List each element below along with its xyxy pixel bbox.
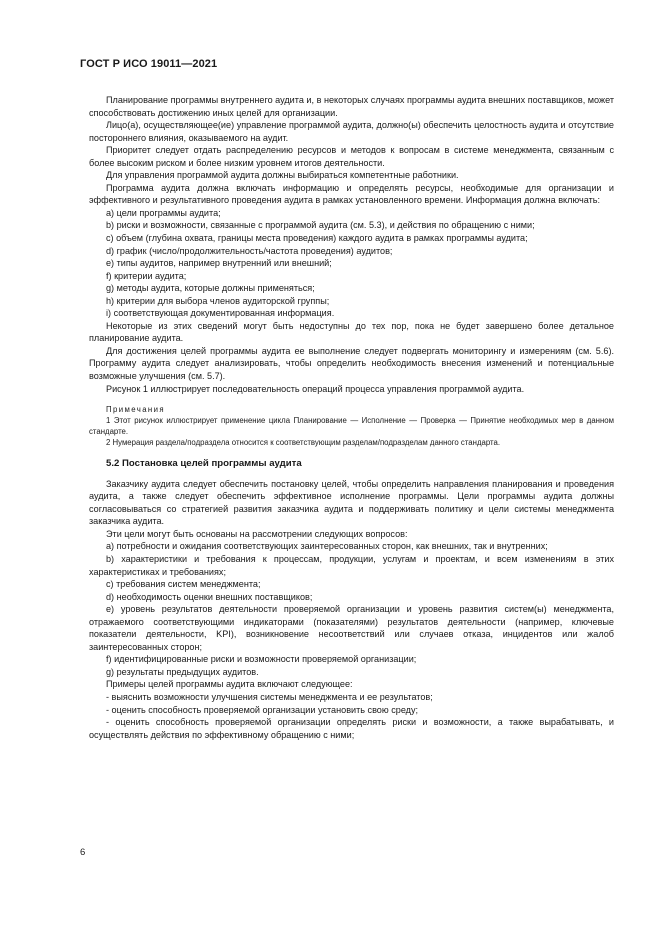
page-number: 6 [80,847,86,858]
body-paragraph: Некоторые из этих сведений могут быть недоступны до тех пор, пока не будет завершено более детальное планирование аудита. [89,320,614,344]
info-list-item: d) график (число/продолжительность/частота проведения) аудитов; [106,245,393,256]
standard-header: ГОСТ Р ИСО 19011—2021 [80,58,218,70]
section-list-item: b) характеристики и требования к процессам, продукции, услугам и проектам, и всем изменениям в этих характеристиках и требованиях; [89,553,614,577]
section-list-item: d) необходимость оценки внешних поставщиков; [106,591,313,602]
note-item: 2 Нумерация раздела/подраздела относится к соответствующим разделам/подразделам данного стандарта. [106,438,500,448]
info-list-item: i) соответствующая документированная информация. [106,308,335,319]
example-item: - оценить способность проверяемой организации определять риски и возможности, а также вырабатывать, и осуществлять действия по эффективному обращению с ними; [89,717,614,740]
info-list-item: h) критерии для выбора членов аудиторской группы; [106,295,330,306]
notes-heading: Примечания [106,405,166,415]
intro-paragraph: Планирование программы внутреннего аудита и, в некоторых случаях программы аудита внешних поставщиков, может способствовать достижению иных целей для организации. [89,95,614,118]
info-list-item: b) риски и возможности, связанные с программой аудита (см. 5.3), и действия по обращению с ними; [106,220,535,231]
notes-block [89,404,614,448]
section-list-item: e) уровень результатов деятельности проверяемой организации и уровень развития систем(ы) менеджмента, отражаемого соответствующими индикаторами (показателями) результатов деятельности (например, ключевые показатели деятельности, KPI), возникновение несоответствий или случаев отказа, инцидентов или жалоб заинтересованных сторон; [89,604,614,652]
intro-paragraph: Программа аудита должна включать информацию и определять ресурсы, необходимые для организации и эффективного и результативного проведения аудита в рамках установленного времени. Информация должна включать: [89,182,614,206]
example-item: - оценить способность проверяемой организации установить свою среду; [106,704,419,715]
info-list-item: e) типы аудитов, например внутренний или внешний; [106,258,332,269]
intro-paragraph: Для управления программой аудита должны выбираться компетентные работники. [106,170,459,181]
section-list-item: g) результаты предыдущих аудитов. [106,666,259,677]
section-paragraph: Эти цели могут быть основаны на рассмотрении следующих вопросов: [106,528,408,539]
intro-paragraph: Лицо(а), осуществляющее(ие) управление программой аудита, должно(ы) обеспечить целостность аудита и отсутствие постороннего влияния, оказываемого на аудит. [89,120,614,143]
info-list-item: c) объем (глубина охвата, границы места проведения) каждого аудита в рамках программы аудита; [106,233,528,244]
example-item: - выяснить возможности улучшения системы менеджмента и ее результатов; [106,691,433,702]
section-list-item: c) требования систем менеджмента; [106,579,261,590]
info-list-item: g) методы аудита, которые должны применяться; [106,283,315,294]
examples-intro: Примеры целей программы аудита включают следующее: [106,679,353,690]
section-list-item: a) потребности и ожидания соответствующих заинтересованных сторон, как внешних, так и внутренних; [106,541,548,552]
note-item: 1 Этот рисунок иллюстрирует применение цикла Планирование — Исполнение — Проверка — Принятие необходимых мер в данном стандарте. [89,416,614,437]
info-list-item: a) цели программы аудита; [106,207,221,218]
body-paragraph: Для достижения целей программы аудита ее выполнение следует подвергать мониторингу и измерениям (см. 5.6). Программу аудита следует анализировать, чтобы определить необходимость внесения изменений и потенциальные возможные улучшения (см. 5.7). [89,345,614,382]
section-paragraph: Заказчику аудита следует обеспечить постановку целей, чтобы определить направления планирования и проведения аудита, а также следует обеспечить эффективное исполнение программы. Цели программы аудита должны согласовываться со стратегией развития заказчика аудита и поддерживать политику и цели системы менеджмента заказчика аудита. [89,478,614,527]
intro-paragraph: Приоритет следует отдать распределению ресурсов и методов к вопросам в системе менеджмента, связанным с более высоким риском и более низким уровнем итогов деятельности. [89,145,614,168]
section-list-item: f) идентифицированные риски и возможности проверяемой организации; [106,654,417,665]
body-paragraph: Рисунок 1 иллюстрирует последовательность операций процесса управления программой аудита. [106,383,525,394]
section-title: 5.2 Постановка целей программы аудита [106,458,302,470]
document-body [89,94,614,741]
info-list-item: f) критерии аудита; [106,270,187,281]
